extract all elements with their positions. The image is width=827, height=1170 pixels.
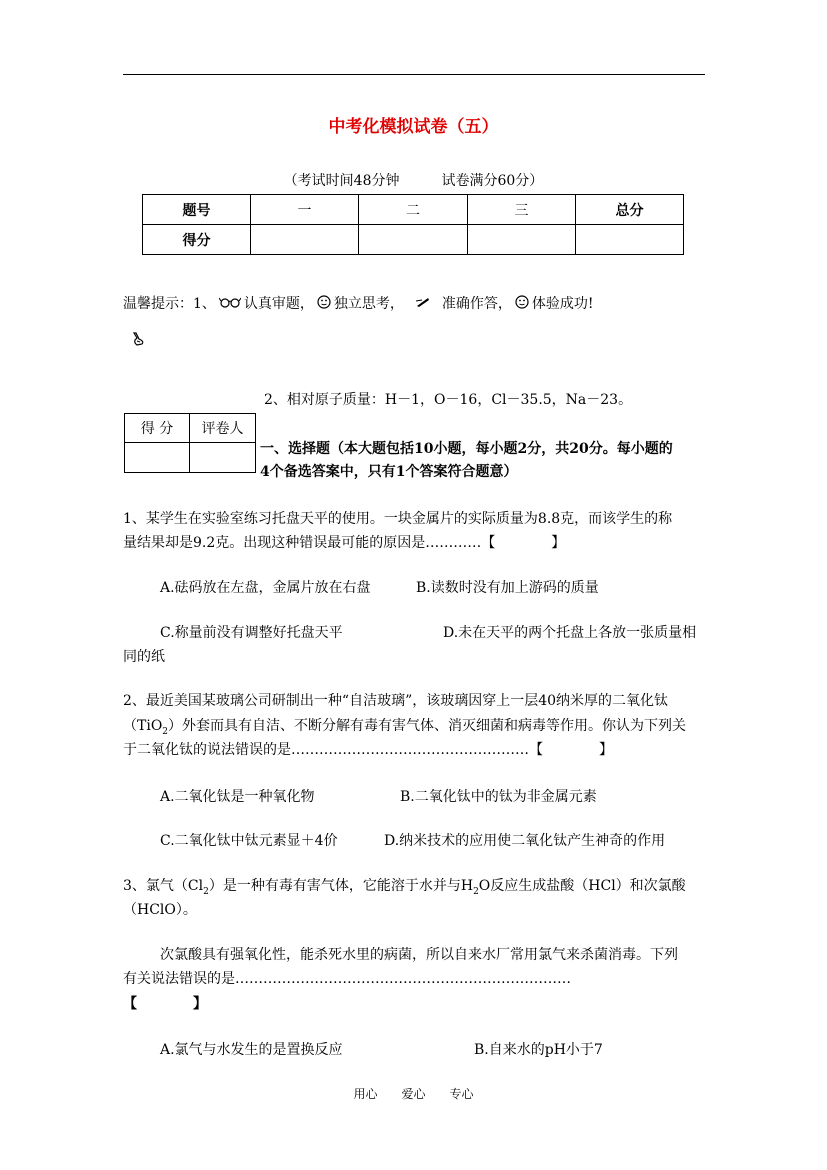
section-heading: 4个备选答案中，只有1个答案符合题意） bbox=[260, 464, 518, 480]
option-c: C.称量前没有调整好托盘天平 bbox=[160, 625, 343, 641]
tip-part-2: 独立思考， bbox=[333, 296, 404, 312]
answer-bracket: 【 】 bbox=[123, 996, 207, 1012]
section-heading: 一、选择题（本大题包括10小题，每小题2分，共20分。每小题的 bbox=[260, 441, 673, 457]
option-a: A.砝码放在左盘，金属片放在右盘 bbox=[160, 580, 371, 596]
smiley-icon bbox=[317, 295, 331, 313]
question-text: （TiO$_2$）外套而具有自洁、不断分解有毒有害气体、消灭细菌和病毒等作用。你认为下列关 bbox=[123, 718, 687, 737]
tip-line bbox=[123, 293, 594, 313]
question-text: 有关说法错误的是……………………………………………………………… bbox=[123, 971, 571, 987]
question-text: 次氯酸具有强氧化性，能杀死水里的病菌，所以自来水厂常用氯气来杀菌消毒。下列 bbox=[160, 947, 678, 963]
score-cell: 总分 bbox=[576, 195, 684, 225]
question-text: 于二氧化钛的说法错误的是……………………………………………【 】 bbox=[123, 742, 613, 758]
grader-input-cell[interactable] bbox=[125, 443, 190, 473]
smiley-icon bbox=[515, 295, 529, 313]
page-footer: 用心 爱心 专心 bbox=[353, 1087, 474, 1101]
score-input-cell[interactable] bbox=[576, 225, 684, 255]
option-c: C.二氧化钛中钛元素显＋4价 bbox=[160, 833, 338, 849]
tip-part-3: 准确作答， bbox=[441, 296, 512, 312]
option-b: B.二氧化钛中的钛为非金属元素 bbox=[400, 789, 597, 805]
question-text: 量结果却是9.2克。出现这种错误最可能的原因是…………【 】 bbox=[123, 535, 566, 551]
grader-cell: 得 分 bbox=[125, 414, 190, 443]
score-cell: 二 bbox=[359, 195, 468, 225]
tip-prefix: 温馨提示：1、 bbox=[123, 296, 216, 312]
grader-table bbox=[124, 413, 256, 473]
option-d: D.纳米技术的应用使二氧化钛产生神奇的作用 bbox=[384, 833, 666, 849]
option-b: B.自来水的pH小于7 bbox=[474, 1042, 603, 1058]
exam-info: （考试时间48分钟 试卷满分60分） bbox=[283, 173, 544, 189]
score-cell: 一 bbox=[251, 195, 359, 225]
header-rule bbox=[123, 74, 705, 75]
grader-cell: 评卷人 bbox=[190, 414, 256, 443]
exam-title: 中考化模拟试卷（五） bbox=[328, 117, 499, 137]
question-text: 2、最近美国某玻璃公司研制出一种“自洁玻璃”，该玻璃因穿上一层40纳米厚的二氧化钛 bbox=[123, 693, 669, 709]
hand-icon bbox=[131, 331, 145, 351]
score-table-header-row bbox=[143, 195, 684, 225]
score-input-cell[interactable] bbox=[359, 225, 468, 255]
question-text: 1、某学生在实验室练习托盘天平的使用。一块金属片的实际质量为8.8克，而该学生的称 bbox=[123, 511, 673, 527]
tip-part-1: 认真审题， bbox=[243, 296, 314, 312]
grader-input-cell[interactable] bbox=[190, 443, 256, 473]
option-a: A.二氧化钛是一种氧化物 bbox=[160, 789, 315, 805]
score-input-cell[interactable] bbox=[251, 225, 359, 255]
score-cell: 得分 bbox=[143, 225, 251, 255]
atomic-mass-note: 2、相对原子质量：H－1，O－16，Cl－35.5，Na－23。 bbox=[264, 392, 633, 408]
tip-part-4: 体验成功! bbox=[531, 296, 594, 312]
score-cell: 题号 bbox=[143, 195, 251, 225]
pen-icon bbox=[416, 296, 430, 312]
glasses-icon bbox=[219, 296, 241, 312]
score-input-cell[interactable] bbox=[468, 225, 576, 255]
question-text: 3、氯气$(Cl_2)$是一种有毒有害气体，它能溶于水并与$H_2O$反应生成盐酸（HCl）和次氯酸 bbox=[123, 878, 686, 897]
score-table bbox=[142, 194, 684, 255]
option-a: A.氯气与水发生的是置换反应 bbox=[160, 1042, 343, 1058]
option-d-continued: 同的纸 bbox=[123, 649, 165, 665]
option-b: B.读数时没有加上游码的质量 bbox=[416, 580, 599, 596]
option-d: D.未在天平的两个托盘上各放一张质量相 bbox=[443, 625, 697, 641]
score-table-score-row bbox=[143, 225, 684, 255]
question-text: （HClO）。 bbox=[123, 902, 197, 918]
score-cell: 三 bbox=[468, 195, 576, 225]
